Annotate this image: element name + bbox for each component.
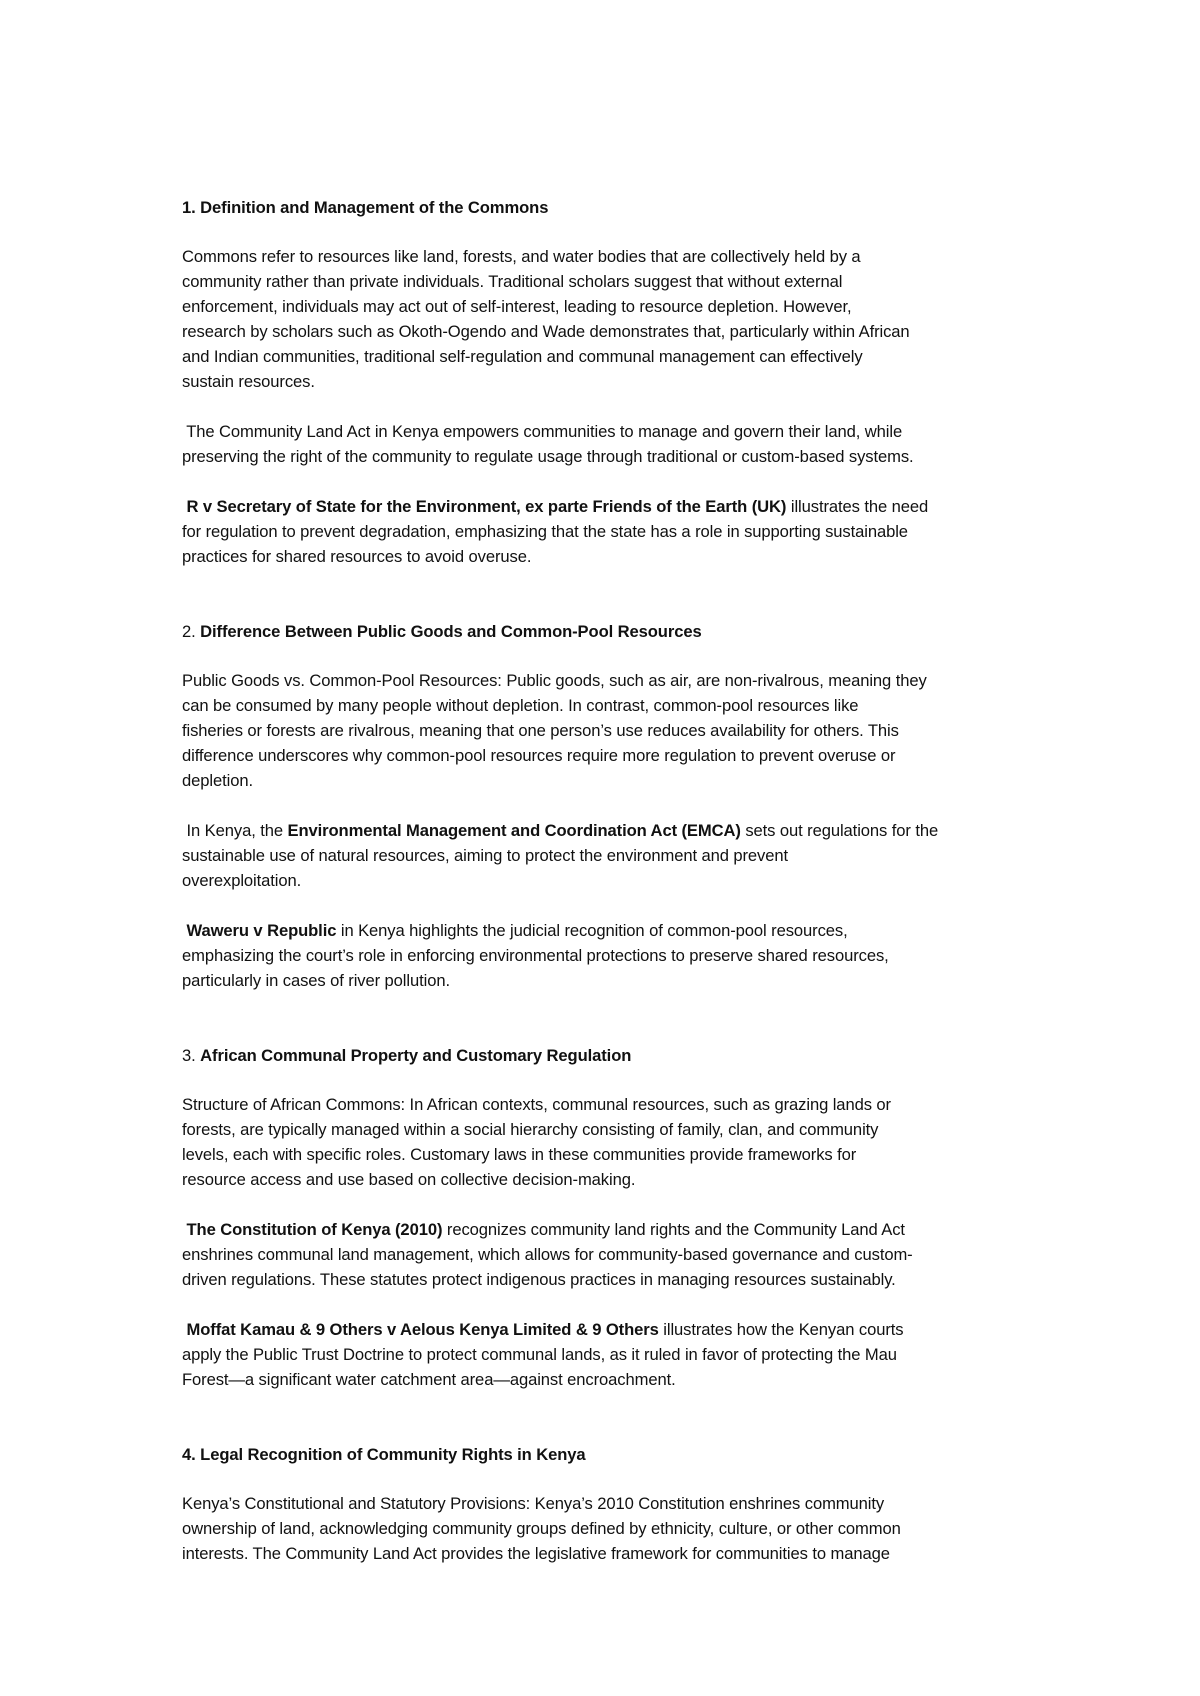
section-4-heading-number: 4. — [182, 1445, 196, 1464]
section-2-paragraph-3 — [182, 918, 1032, 993]
text-line: community rather than private individuals. Traditional scholars suggest that without external — [182, 272, 843, 291]
text-run: recognizes community land rights and the Community Land Act — [442, 1220, 905, 1239]
section-4-paragraph-1 — [182, 1491, 1032, 1566]
section-2-heading — [182, 619, 1032, 644]
text-run: In Kenya, the — [182, 821, 288, 840]
text-line: depletion. — [182, 771, 253, 790]
text-line: enforcement, individuals may act out of self-interest, leading to resource depletion. However, — [182, 297, 852, 316]
text-line: resource access and use based on collective decision-making. — [182, 1170, 636, 1189]
text-run: in Kenya highlights the judicial recognition of common-pool resources, — [336, 921, 848, 940]
text-line: for regulation to prevent degradation, emphasizing that the state has a role in supporting sustainable — [182, 522, 908, 541]
text-line: sustainable use of natural resources, aiming to protect the environment and prevent — [182, 846, 789, 865]
section-3-heading-text: African Communal Property and Customary Regulation — [200, 1046, 632, 1065]
text-line: Forest—a significant water catchment area—against encroachment. — [182, 1370, 676, 1389]
section-1-heading — [182, 195, 1032, 220]
statute-name: The Constitution of Kenya (2010) — [182, 1220, 443, 1239]
section-4-heading-text: Legal Recognition of Community Rights in Kenya — [200, 1445, 586, 1464]
text-line: Kenya’s Constitutional and Statutory Provisions: Kenya’s 2010 Constitution enshrines community — [182, 1494, 885, 1513]
text-line — [182, 918, 1032, 943]
case-citation: Waweru v Republic — [182, 921, 337, 940]
section-3-paragraph-1 — [182, 1092, 1032, 1192]
section-3-paragraph-2 — [182, 1217, 1032, 1292]
text-line: driven regulations. These statutes protect indigenous practices in managing resources sustainably. — [182, 1270, 896, 1289]
section-1-heading-number: 1. — [182, 198, 196, 217]
text-line: apply the Public Trust Doctrine to protect communal lands, as it ruled in favor of protecting the Mau — [182, 1345, 897, 1364]
text-line: practices for shared resources to avoid overuse. — [182, 547, 532, 566]
text-line: research by scholars such as Okoth-Ogendo and Wade demonstrates that, particularly within African — [182, 322, 910, 341]
case-citation: Moffat Kamau & 9 Others v Aelous Kenya Limited & 9 Others — [182, 1320, 659, 1339]
text-line — [182, 1317, 1032, 1342]
section-1-heading-text: Definition and Management of the Commons — [200, 198, 549, 217]
document-body — [182, 195, 1032, 1566]
section-1-paragraph-2 — [182, 419, 1032, 469]
section-3-heading-number: 3. — [182, 1046, 196, 1065]
case-citation: R v Secretary of State for the Environment, ex parte Friends of the Earth (UK) — [182, 497, 787, 516]
text-line: particularly in cases of river pollution. — [182, 971, 450, 990]
text-line: forests, are typically managed within a social hierarchy consisting of family, clan, and community — [182, 1120, 879, 1139]
text-line: levels, each with specific roles. Customary laws in these communities provide frameworks for — [182, 1145, 857, 1164]
section-4-heading — [182, 1442, 1032, 1467]
section-2-paragraph-2 — [182, 818, 1032, 893]
statute-name: Environmental Management and Coordination Act (EMCA) — [287, 821, 741, 840]
text-line: sustain resources. — [182, 372, 315, 391]
text-line: overexploitation. — [182, 871, 302, 890]
text-line: Commons refer to resources like land, forests, and water bodies that are collectively held by a — [182, 247, 861, 266]
section-2-paragraph-1 — [182, 668, 1032, 793]
section-2-heading-text: Difference Between Public Goods and Common-Pool Resources — [200, 622, 702, 641]
text-line: interests. The Community Land Act provides the legislative framework for communities to manage — [182, 1544, 890, 1563]
text-line: fisheries or forests are rivalrous, meaning that one person’s use reduces availability for others. This — [182, 721, 899, 740]
text-line: ownership of land, acknowledging community groups defined by ethnicity, culture, or other common — [182, 1519, 901, 1538]
text-line: Public Goods vs. Common-Pool Resources: Public goods, such as air, are non-rivalrous, meaning they — [182, 671, 927, 690]
text-run: sets out regulations for the — [740, 821, 939, 840]
text-line: and Indian communities, traditional self-regulation and communal management can effectively — [182, 347, 863, 366]
text-line — [182, 818, 1032, 843]
text-line: preserving the right of the community to regulate usage through traditional or custom-based systems. — [182, 447, 914, 466]
section-1-paragraph-1 — [182, 244, 1032, 394]
text-line: The Community Land Act in Kenya empowers communities to manage and govern their land, while — [182, 422, 903, 441]
text-run: illustrates how the Kenyan courts — [658, 1320, 904, 1339]
section-2-heading-number: 2. — [182, 622, 196, 641]
text-line: enshrines communal land management, which allows for community-based governance and custom- — [182, 1245, 913, 1264]
text-line — [182, 1217, 1032, 1242]
text-line: can be consumed by many people without depletion. In contrast, common-pool resources like — [182, 696, 859, 715]
section-3-paragraph-3 — [182, 1317, 1032, 1392]
section-3-heading — [182, 1043, 1032, 1068]
text-run: illustrates the need — [786, 497, 929, 516]
text-line: Structure of African Commons: In African contexts, communal resources, such as grazing lands or — [182, 1095, 891, 1114]
text-line: difference underscores why common-pool resources require more regulation to prevent overuse or — [182, 746, 896, 765]
text-line: emphasizing the court’s role in enforcing environmental protections to preserve shared resources, — [182, 946, 889, 965]
section-1-paragraph-3 — [182, 494, 1032, 569]
text-line — [182, 494, 1032, 519]
